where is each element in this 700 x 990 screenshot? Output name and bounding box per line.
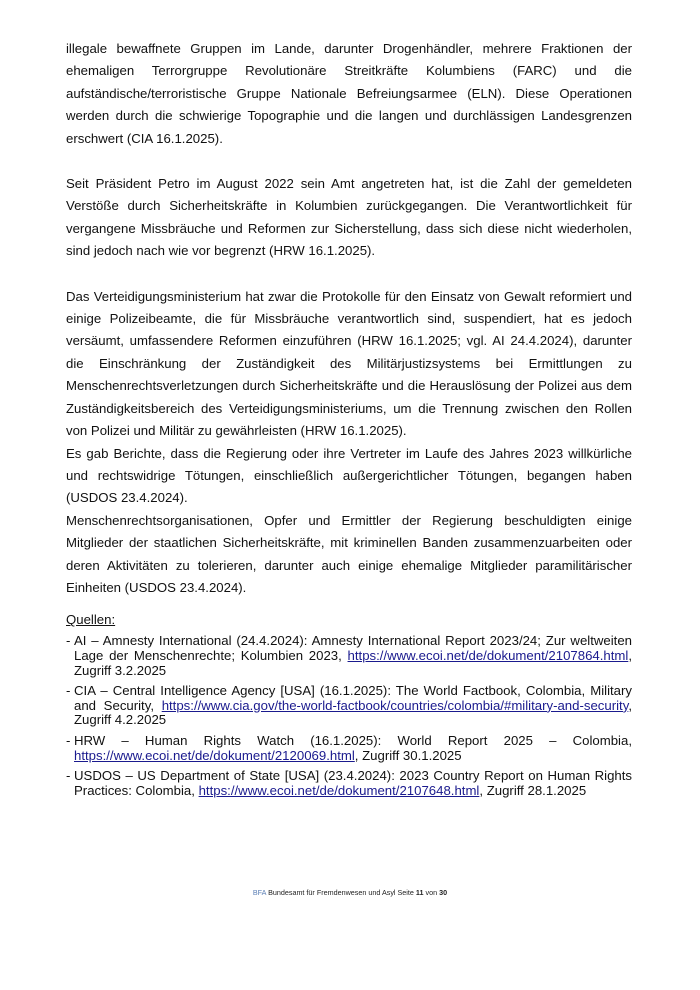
source-link-usdos[interactable]: https://www.ecoi.net/de/dokument/2107648.html bbox=[198, 782, 480, 798]
list-dash: - bbox=[66, 633, 71, 649]
paragraph-armed-groups: illegale bewaffnete Gruppen im Lande, darunter Drogenhändler, mehrere Fraktionen der ehemaligen Terrorgruppe Revolutionäre Streitkräfte Kolumbiens (FARC) und die aufständische/terroristische Gruppe Nationale Befreiungsarmee (ELN). Diese Operationen werden durch die schwierige Topographie und die langen und durchlässigen Landesgrenzen erschwert (CIA 16.1.2025). bbox=[66, 41, 632, 146]
list-dash: - bbox=[66, 683, 71, 699]
page-number: 11 bbox=[415, 888, 424, 897]
source-link-cia[interactable]: https://www.cia.gov/the-world-factbook/countries/colombia/#military-and-security bbox=[161, 697, 629, 713]
source-link-ai[interactable]: https://www.ecoi.net/de/dokument/2107864.html bbox=[347, 647, 629, 663]
paragraph-petro: Seit Präsident Petro im August 2022 sein Amt angetreten hat, ist die Zahl der gemeldeten Verstöße durch Sicherheitskräfte in Kolumbien zurückgegangen. Die Verantwortlichkeit für vergangene Missbräuche und Reformen zur Sicherstellung, dass sich diese nicht wiederholen, sind jedoch nach wie vor begrenzt (HRW 16.1.2025). bbox=[66, 176, 632, 259]
source-link-hrw[interactable]: https://www.ecoi.net/de/dokument/2120069.html bbox=[74, 747, 355, 763]
paragraph-defense-ministry: Das Verteidigungsministerium hat zwar die Protokolle für den Einsatz von Gewalt reformiert und einige Polizeibeamte, die für Missbräuche verantwortlich sind, suspendiert, hat es jedoch versäumt, umfassendere Reformen einzuführen (HRW 16.1.2025; vgl. AI 24.4.2024), darunter die Einschränkung der Zuständigkeit des Militärjustizsystems bei Ermittlungen zu Menschenrechtsverletzungen durch Sicherheitskräfte und die Herauslösung der Polizei aus dem Zuständigkeitsbereich des Verteidigungsministeriums, um die Trennung zwischen den Rollen von Polizei und Militär zu gewährleisten (HRW 16.1.2025). bbox=[66, 288, 632, 439]
source-item-usdos bbox=[66, 769, 632, 798]
bfa-logo-text: BFA bbox=[252, 888, 267, 897]
page-total: 30 bbox=[439, 888, 448, 897]
paragraph-gap bbox=[66, 150, 632, 173]
source-access-date: , Zugriff 4.2.2025 bbox=[74, 697, 632, 728]
list-dash: - bbox=[66, 768, 71, 784]
page-footer bbox=[0, 888, 700, 897]
source-text: HRW – Human Rights Watch (16.1.2025): World Report 2025 – Colombia, bbox=[74, 732, 632, 748]
footer-of: von bbox=[423, 888, 440, 897]
paragraph-gap bbox=[66, 263, 632, 286]
source-access-date: , Zugriff 30.1.2025 bbox=[354, 747, 462, 763]
source-text: USDOS – US Department of State [USA] (23.4.2024): 2023 Country Report on Human Rights Practices: Colombia, bbox=[74, 768, 632, 798]
source-item-hrw bbox=[66, 734, 632, 763]
source-access-date: , Zugriff 28.1.2025 bbox=[479, 782, 587, 798]
sources-heading: Quellen: bbox=[66, 612, 116, 628]
source-text: CIA – Central Intelligence Agency [USA] (16.1.2025): The World Factbook, Colombia, Military and Security, bbox=[74, 683, 632, 713]
document-page bbox=[66, 38, 632, 804]
sources-list bbox=[66, 634, 632, 798]
source-item-ai bbox=[66, 634, 632, 678]
source-item-cia bbox=[66, 684, 632, 728]
paragraph-collusion: Menschenrechtsorganisationen, Opfer und Ermittler der Regierung beschuldigten einige Mitglieder der staatlichen Sicherheitskräfte, mit kriminellen Banden zusammenzuarbeiten oder deren Aktivitäten zu tolerieren, darunter auch einige ehemalige Mitglieder paramilitärischer Einheiten (USDOS 23.4.2024). bbox=[66, 512, 632, 595]
source-text: AI – Amnesty International (24.4.2024): Amnesty International Report 2023/24; Zur weltweiten Lage der Menschenrechte; Kolumbien 2023, bbox=[74, 633, 632, 663]
list-dash: - bbox=[66, 732, 71, 748]
source-access-date: , Zugriff 3.2.2025 bbox=[74, 647, 632, 678]
footer-org: Bundesamt für Fremdenwesen und Asyl Seite bbox=[266, 888, 416, 897]
paragraph-killings: Es gab Berichte, dass die Regierung oder ihre Vertreter im Laufe des Jahres 2023 willkürliche und rechtswidrige Tötungen, einschließlich außergerichtlicher Tötungen, begangen haben (USDOS 23.4.2024). bbox=[66, 445, 632, 506]
